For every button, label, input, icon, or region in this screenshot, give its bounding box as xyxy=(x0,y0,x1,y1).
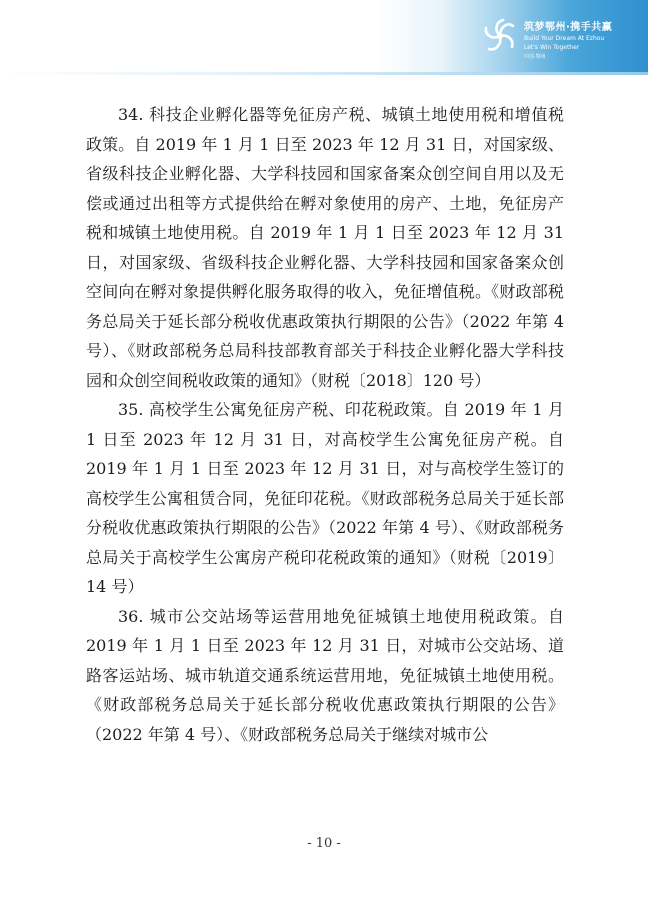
header-divider xyxy=(0,72,648,75)
paragraph-36: 36. 城市公交站场等运营用地免征城镇土地使用税政策。自 2019 年 1 月 1 日至 2023 年 12 月 31 日，对城市公交站场、道路客运站场、城市轨道交通系统运营用地，免征城镇土地使用税。《财政部税务总局关于延长部分税收优惠政策执行期限的公告》（2022 年第 4 号）、《财政部税务总局关于继续对城市公 xyxy=(86,606,564,744)
page-number: - 10 - xyxy=(307,836,341,851)
paragraph-35: 35. 高校学生公寓免征房产税、印花税政策。自 2019 年 1 月 1 日至 2023 年 12 月 31 日，对高校学生公寓免征房产税。自 2019 年 1 月 1 日至 2023 年 12 月 31 日，对与高校学生签订的高校学生公寓租赁合同，免征印花税。《财政部税务总局关于延长部分税收优惠政策执行期限的公告》（2022 年第 4 号）、《财政部税务总局关于高校学生公寓房产税印花税政策的通知》（财税〔2019〕14 号） xyxy=(86,400,564,596)
flower-swirl-icon xyxy=(480,16,520,56)
paragraph-34: 34. 科技企业孵化器等免征房产税、城镇土地使用税和增值税政策。自 2019 年 1 月 1 日至 2023 年 12 月 31 日，对国家级、省级科技企业孵化器、大学科技园和国家备案众创空间自用以及无偿或通过出租等方式提供给在孵对象使用的房产、土地，免征房产税和城镇土地使用税。自 2019 年 1 月 1 日至 2023 年 12 月 31 日，对国家级、省级科技企业孵化器、大学科技园和国家备案众创空间向在孵对象提供孵化服务取得的收入，免征增值税。《财政部税务总局关于延长部分税收优惠政策执行期限的公告》（2022 年第 4 号）、《财政部税务总局科技部教育部关于科技企业孵化器大学科技园和众创空间税收政策的通知》（财税〔2018〕120 号） xyxy=(86,105,564,390)
logo-title: 筑梦鄂州·携手共赢 xyxy=(524,22,613,33)
logo-tag: 中国·鄂州 xyxy=(524,54,546,60)
logo-subtitle-1: Build Your Dream At Ezhou xyxy=(524,35,605,42)
logo-subtitle-2: Let's Win Together xyxy=(524,44,580,51)
document-body xyxy=(86,100,564,749)
event-logo xyxy=(480,14,640,64)
